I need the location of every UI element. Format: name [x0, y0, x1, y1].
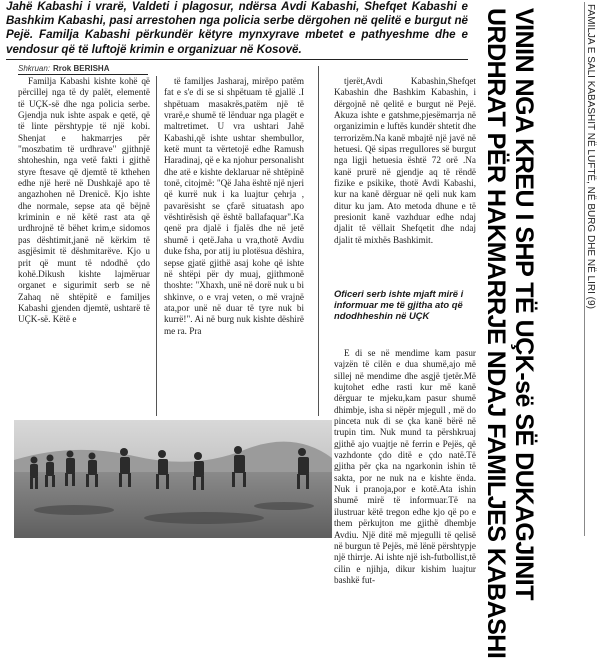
column-3b-paragraph: E di se në mendime kam pasur vajzën të cilën e dua shumë,ajo më sillej në mendime dhe asgjë tjetër.Më kujtohet edhe rasti kur më kanë dërguar te mjeku,kam pasur shumë dhimbje, isha si nëpër mjegull , më do pinceta nuk di se çka kanë bërë në trupin tim. Nuk mund ta përshkruaj gjithë ajo vuajtje në ferrin e Pejës, që vazhdonte çdo ditë e çdo natë.Të gjitha për çka na ngarkonin ishin të sakta, por ne nuk na e kishte ënda. Nuk i pranoja,por e kotë.Ata ishin shumë mirë të informuar.Të na ilustruar këtë tregon edhe kjo që po e them përkujton me gjithë dhembje Avdiu. Një ditë më mjegulli të qelisë në burgun të Pejës, më lënë përshtypje një thirrje. Ai ishte një ish-futbollist,të cilin e njihja, dikur kishim luajtur bashkë fut- — [334, 348, 476, 585]
column-3-paragraph: tjerët,Avdi Kabashin,Shefqet Kabashin dhe Bashkim Kabashin, i dërgojnë në qelitë e burgut në Pejë. Akuza ishte e gatshme,pjesëmarrja në organizimin e luftës kundër shtetit dhe terrorizëm.Na kanë mbajtë një javë në hetuesi. Që sipas rregullores së burgut nga ligji hetuesia është 72 orë .Na kanë prurë në gjendje aq të rëndë fizike e psikike, thotë Avdi Kabashi, kur na kanë dërguar në qeli nuk kam ditur ku jam. Ato metoda dhune e të presionit kanë vazhduar edhe ndaj djalit të vëllait Shefqetit dhe ndaj djalit të mixhës Bashkimit. — [334, 76, 476, 245]
article-column-3-continued — [334, 348, 476, 585]
lead-paragraph: Jahë Kabashi i vrarë, Valdeti i plagosur, ndërsa Avdi Kabashi, Shefqet Kabashi e Bashkim Kabashi, pasi arrestohen nga policia serbe dërgohen në qelitë e burgut në Pejë. Familja Kabashi përkundër këtyre mynxyrave mbetet e pathyeshme dhe e vendosur që të luftojë krimin e organizuar në Kosovë. — [6, 0, 468, 56]
byline-label: Shkruan: — [18, 64, 51, 73]
soldiers-photo-image — [14, 420, 332, 538]
column-divider-2 — [318, 66, 319, 416]
byline-underline — [18, 74, 148, 75]
headline-line-1: URDHRAT PËR HAKMARRJE NDAJ FAMILJES KABASHI — [482, 8, 510, 658]
series-caption: FAMILJA E SALI KABASHIT NË LUFTË, NË BURG DHE NË LIRI (9) — [585, 4, 596, 309]
subheading: Oficeri serb ishte mjaft mirë i informuar me të gjitha ato që ndodhheshin në UÇK — [334, 288, 464, 321]
headline-line-2: VININ NGA KREU I SHP TË UÇK-së SË DUKAGJINIT — [510, 8, 538, 600]
lead-divider — [6, 59, 468, 60]
byline — [18, 64, 109, 73]
article-column-2 — [164, 76, 304, 418]
article-column-1 — [18, 76, 150, 418]
column-2-paragraph: të familjes Jasharaj, mirëpo patëm fat e s'e di se si shpëtuam të gjallë .I shpëtuam masakrës,patëm një të vrarë,e shumë të lënduar nga plagët e maltretimet. U vra ushtari Jahë Kabashi,që ishte ushtar shembullor, ketë munt ta vërtetojë edhe Ramush Haradinaj, që e ka njohur personalisht dhe atë e kishte deklaruar në shtëpinë tonë, citojmë: "Që Jaha është një njeri që kurrë nuk i ka luajtur çehrja , pavarësisht se çfarë situatash apo vështirësish që është ballafaquar".Ka qenë pra djalë i fjalës dhe në jetë shumë i qetë.Jaha u vra,thotë Avdiu duke fsha, por atij iu plotësua dëshira, sepse gjatë gjithë asaj kohe që ishte në shtëpi për dy muaj, gjithmonë thoshte: "Xhaxh, unë në dorë nuk u bi shkinve, o e vraj veten, o më vrajnë ata,por unë në duar të tyre nuk bi kurrë!". Ai në burg nuk kishte dëshirë me ra. Pra — [164, 76, 304, 336]
column-divider-1 — [156, 76, 157, 416]
soldiers-photo — [14, 420, 332, 538]
byline-author: Rrok BERISHA — [53, 64, 110, 73]
column-1-paragraph: Familja Kabashi kishte kohë që përcillej nga të dy palët, elementë të UÇK-së dhe nga policia serbe. Gjendja nuk ishte aspak e qetë, që të linte përshtypje të një kobi. Shenjat e hakmarrjes për "moszbatim të urdhrave" gjithnjë shtoheshin, nga vetë fakti i gjithë styre ftesave që djemtë të kthehen edhe një herë në Dushkajë apo të angazhohen në Drenicë. Kjo ishte dhe normale, sepse ata që bëjnë kriminin e në këtë rast ata që urdhrojnë të bëhet krim,e sidomos pas dështimit,janë në kërkim të asgjësimit të dëshmitarëve. Kjo u prit që munt të ndodhë çdo kohë.Dikush kishte lajmëruar organet e sigurimit serb se në Zahaq në shtëpitë e familjes Kabashi gjenden djemtë, ushtarë të UÇK-së. Këtë e — [18, 76, 150, 325]
